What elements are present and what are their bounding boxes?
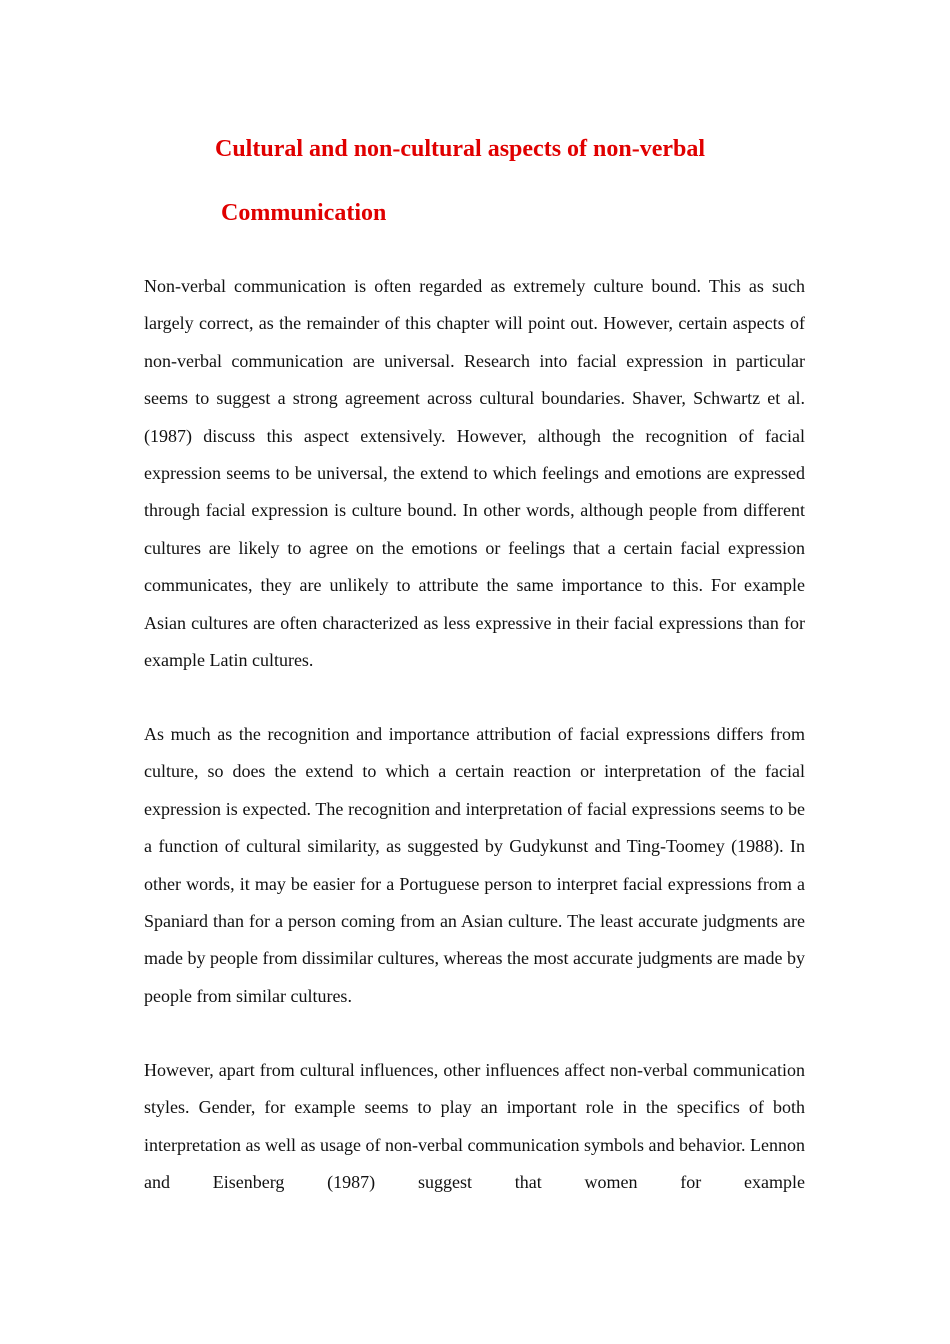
document-title-line-1: Cultural and non-cultural aspects of non-verbal: [215, 136, 706, 162]
body-paragraph-2: As much as the recognition and importance attribution of facial expressions differs from culture, so does the extend to which a certain reaction or interpretation of the facial expression is expected. The recognition and interpretation of facial expressions seems to be a function of cultural similarity, as suggested by Gudykunst and Ting-Toomey (1988). In other words, it may be easier for a Portuguese person to interpret facial expressions from a Spaniard than for a person coming from an Asian culture. The least accurate judgments are made by people from dissimilar cultures, whereas the most accurate judgments are made by people from similar cultures.: [144, 724, 805, 1006]
body-paragraph-1: Non-verbal communication is often regarded as extremely culture bound. This as such largely correct, as the remainder of this chapter will point out. However, certain aspects of non-verbal communication are universal. Research into facial expression in particular seems to suggest a strong agreement across cultural boundaries. Shaver, Schwartz et al. (1987) discuss this aspect extensively. However, although the recognition of facial expression seems to be universal, the extend to which feelings and emotions are expressed through facial expression is culture bound. In other words, although people from different cultures are likely to agree on the emotions or feelings that a certain facial expression communicates, they are unlikely to attribute the same importance to this. For example Asian cultures are often characterized as less expressive in their facial expressions than for example Latin cultures.: [144, 276, 805, 671]
body-paragraph-3: However, apart from cultural influences, other influences affect non-verbal communication styles. Gender, for example seems to play an important role in the specifics of both interpretation as well as usage of non-verbal communication symbols and behavior. Lennon and Eisenberg (1987) suggest that women for example: [144, 1060, 805, 1193]
document-title-line-2: Communication: [221, 200, 387, 226]
